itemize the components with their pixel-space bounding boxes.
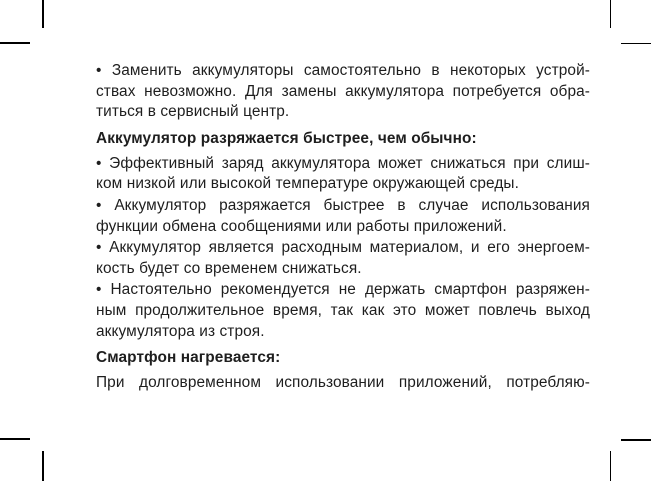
- paragraph-line: аккумулятора из строя.: [96, 322, 265, 340]
- paragraph: [96, 238, 590, 279]
- paragraph-line: При долговременном использовании приложений, потребляю-: [96, 374, 590, 392]
- crop-mark-bottom-left-vertical: [42, 451, 44, 481]
- crop-mark-top-right-horizontal: [621, 43, 651, 45]
- crop-mark-bottom-right-vertical: [610, 451, 612, 481]
- paragraph-line: ствах невозможно. Для замены аккумулятора потребуется обра-: [96, 82, 590, 100]
- text-column: [96, 61, 590, 395]
- crop-mark-bottom-right-horizontal: [621, 439, 651, 441]
- crop-mark-top-left-horizontal: [0, 42, 30, 44]
- paragraph-line: • Аккумулятор является расходным материалом, и его энергоем-: [96, 239, 590, 257]
- paragraph-line: ком низкой или высокой температуре окружающей среды.: [96, 175, 519, 193]
- paragraph-line: ным продолжительное время, так как это может повлечь выход: [96, 302, 590, 320]
- paragraph-line: • Настоятельно рекомендуется не держать смартфон разряжен-: [96, 281, 590, 299]
- paragraph-line: титься в сервисный центр.: [96, 103, 290, 121]
- paragraph: [96, 280, 590, 342]
- paragraph-line: кость будет со временем снижаться.: [96, 259, 362, 277]
- paragraph: [96, 196, 590, 237]
- paragraph: [96, 373, 590, 394]
- paragraph-line: функции обмена сообщениями или работы приложений.: [96, 217, 507, 235]
- paragraph: [96, 154, 590, 195]
- section-heading: Аккумулятор разряжается быстрее, чем обычно:: [96, 129, 477, 147]
- crop-mark-top-right-vertical: [610, 0, 612, 28]
- paragraph: [96, 61, 590, 123]
- paragraph-line: • Заменить аккумуляторы самостоятельно в некоторых устрой-: [96, 62, 590, 79]
- section-heading: Смартфон нагревается:: [96, 349, 281, 367]
- paragraph-line: • Эффективный заряд аккумулятора может снижаться при слиш-: [96, 154, 590, 172]
- paragraph-line: • Аккумулятор разряжается быстрее в случае использования: [96, 197, 590, 215]
- crop-mark-bottom-left-horizontal: [0, 438, 30, 440]
- crop-mark-top-left-vertical: [42, 0, 44, 28]
